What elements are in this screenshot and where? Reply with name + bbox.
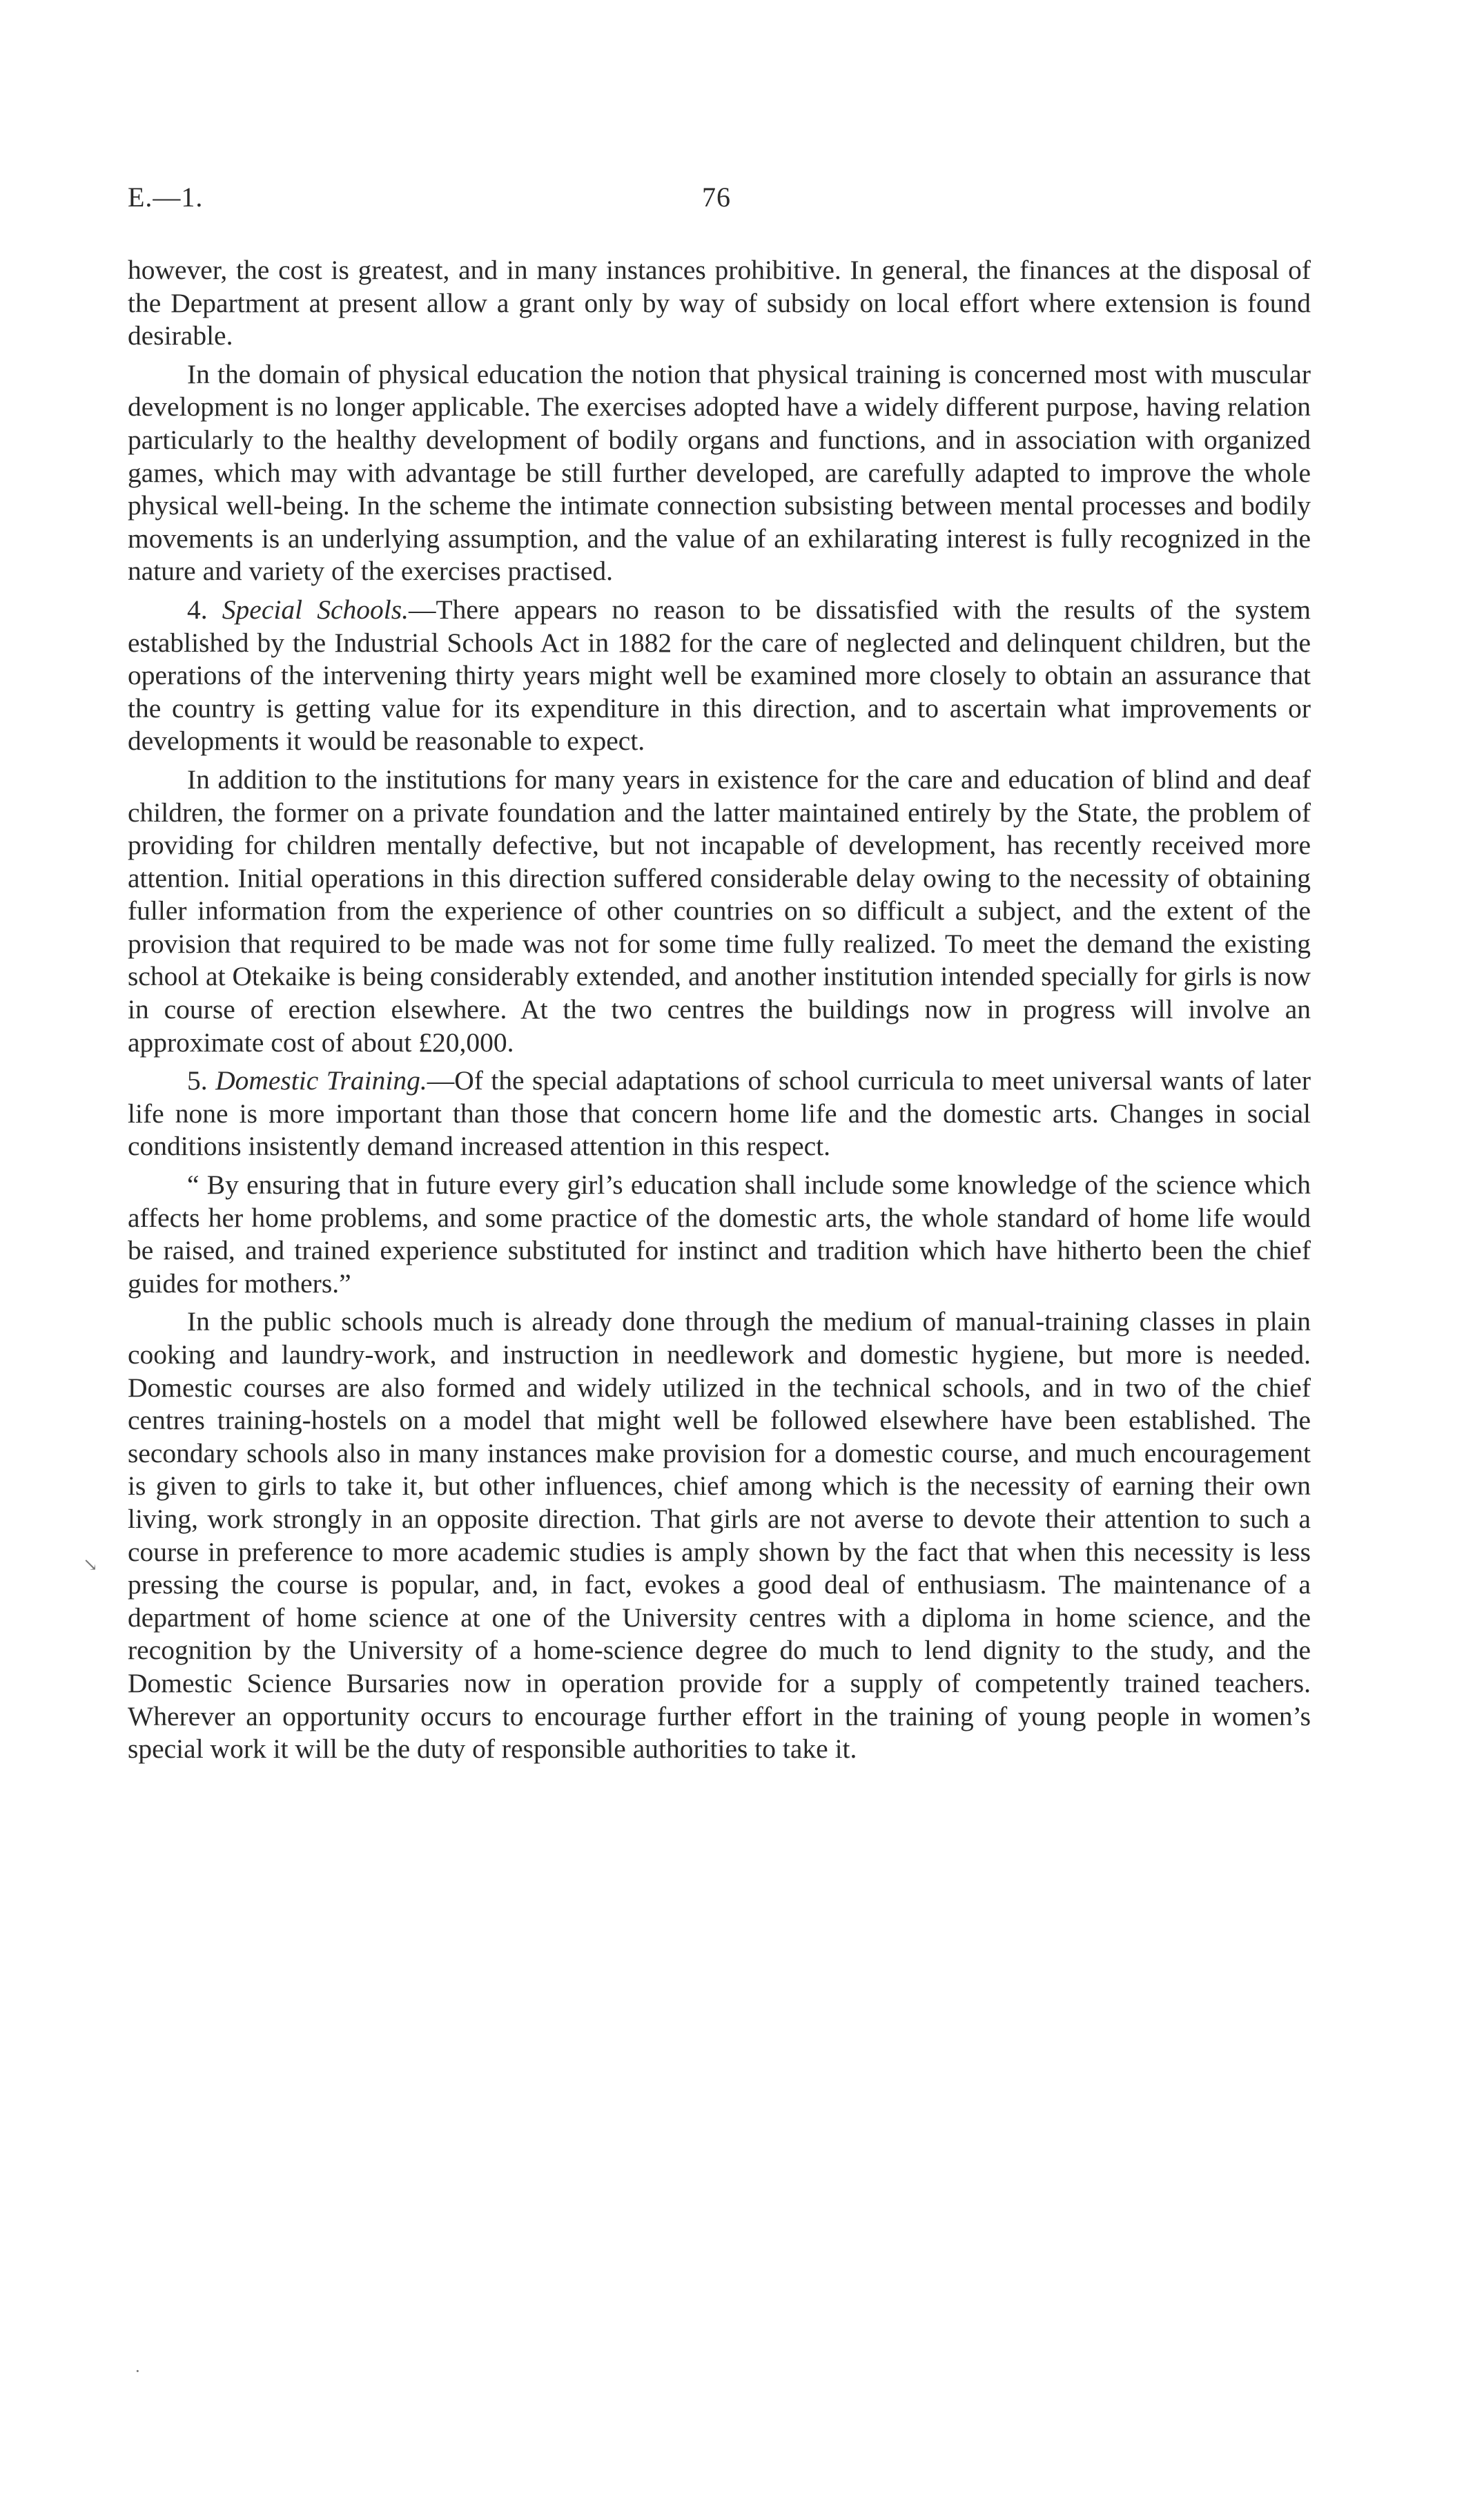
section-heading-domestic-training: Domestic Training. — [215, 1065, 427, 1096]
page-number: 76 — [702, 182, 731, 213]
paragraph-quotation: “ By ensuring that in future every girl’s education shall include some knowledge of the science which affects her home problems, and some practice of the domestic arts, the whole standard of home life would be raised, and trained experience substituted for instinct and tradition which have hitherto been the chief guides for mothers.” — [128, 1169, 1311, 1299]
page-body — [128, 254, 1311, 1771]
section-heading-special-schools: Special Schools. — [222, 594, 409, 625]
page-speck: · — [135, 2361, 141, 2381]
paragraph-public-schools: In the public schools much is already done through the medium of manual-training classes in plain cooking and laundry-work, and instruction in needlework and domestic hygiene, but more is needed. Domestic courses are also formed and widely utilized in the technical schools, and in two of the chief centres training-hostels on a model that might well be followed elsewhere have been established. The secondary schools also in many instances make provision for a domestic course, and much encouragement is given to girls to take it, but other influences, chief among which is the necessity of earning their own living, work strongly in an opposite direction. That girls are not averse to devote their attention to such a course in preference to more academic studies is amply shown by the fact that when this necessity is less pressing the course is popular, and, in fact, evokes a good deal of enthusiasm. The maintenance of a department of home science at one of the University centres with a diploma in home science, and the recognition by the University of a home-science degree do much to lend dignity to the study, and the Domestic Science Bursaries now in operation provide for a supply of competently trained teachers. Wherever an opportunity occurs to encourage further effort in the training of young people in women’s special work it will be the duty of responsible authorities to take it. — [128, 1306, 1311, 1765]
paragraph-domestic-training — [128, 1065, 1311, 1163]
paragraph-special-schools — [128, 594, 1311, 758]
document-reference: E.—1. — [128, 182, 204, 213]
page-header — [128, 181, 1356, 222]
paragraph-cost-continuation: however, the cost is greatest, and in many instances prohibitive. In general, the finances at the disposal of the Department at present allow a grant only by way of subsidy on local effort where extension is found desirable. — [128, 255, 1311, 351]
paragraph-blind-deaf-institutions: In addition to the institutions for many years in existence for the care and education of blind and deaf children, the former on a private foundation and the latter maintained entirely by the State, the problem of providing for children mentally defective, but not incapable of development, has recently received more attention. Initial operations in this direction suffered considerable delay owing to the necessity of obtaining fuller information from the experience of other countries on so difficult a subject, and the extent of the provision that required to be made was not for some time fully realized. To meet the demand the existing school at Otekaike is being considerably extended, and another institution intended specially for girls is now in course of erection elsewhere. At the two centres the buildings now in progress will involve an approximate cost of about £20,000. — [128, 764, 1311, 1058]
margin-tick: ↘ — [83, 1555, 98, 1575]
paragraph-physical-education: In the domain of physical education the notion that physical training is concerned most with muscular development is no longer applicable. The exercises adopted have a widely different purpose, having relation particularly to the healthy development of bodily organs and functions, and in association with organized games, which may with advantage be still further developed, are carefully adapted to improve the whole physical well-being. In the scheme the intimate connection subsisting between mental processes and bodily movements is an underlying assumption, and the value of an exhilarating interest is fully recognized in the nature and variety of the exercises practised. — [128, 358, 1311, 587]
paragraph-text: —There appears no reason to be dissatisfied with the results of the system established by the Industrial Schools Act in 1882 for the care of neglected and delinquent children, but the operations of the intervening thirty years might well be examined more closely to obtain an assurance that the country is getting value for its expenditure in this direction, and to ascertain what improvements or developments it would be reasonable to expect. — [128, 594, 1311, 757]
section-number: 5. — [187, 1065, 208, 1096]
section-number: 4. — [187, 594, 208, 625]
paragraph-text: —Of the special adaptations of school curricula to meet universal wants of later life none is more important than those that concern home life and the domestic arts. Changes in social conditions insistently demand increased attention in this respect. — [128, 1065, 1311, 1162]
